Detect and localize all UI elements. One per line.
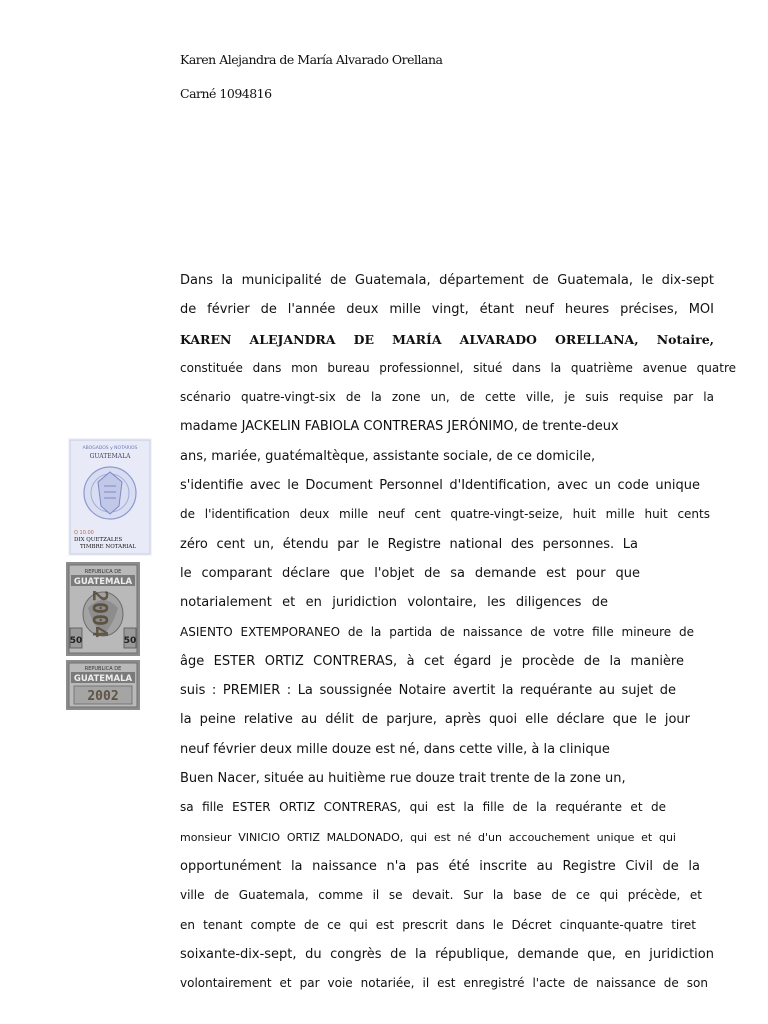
- text-line: de l'identification deux mille neuf cent quatre-vingt-seize, huit mille huit cents: [180, 507, 710, 522]
- text-line: en tenant compte de ce qui est prescrit dans le Décret cinquante-quatre tiret: [180, 917, 696, 932]
- notarial-stamp-country: GUATEMALA: [89, 453, 131, 460]
- text-line: s'identifie avec le Document Personnel d'Identification, avec un code unique: [180, 478, 700, 494]
- text-line: constituée dans mon bureau professionnel, situé dans la quatrième avenue quatre: [180, 360, 736, 375]
- text-line: scénario quatre-vingt-six de la zone un, de cette ville, je suis requise par la: [180, 390, 714, 405]
- text-line: ans, mariée, guatémaltèque, assistante sociale, de ce domicile,: [180, 448, 596, 464]
- notarial-stamp-image: [68, 438, 152, 556]
- fiscal-stamp-2004-country: GUATEMALA: [73, 577, 133, 587]
- text-line: la peine relative au délit de parjure, après quoi elle déclare que le jour: [180, 712, 690, 728]
- declaration-text: [180, 266, 736, 998]
- text-line: âge ESTER ORTIZ CONTRERAS, à cet égard je procède de la manière: [180, 653, 684, 669]
- text-line: sa fille ESTER ORTIZ CONTRERAS, qui est la fille de la requérante et de: [180, 800, 666, 815]
- fiscal-stamp-2004-denomination-right: 50: [123, 636, 137, 646]
- notarial-stamp: [68, 438, 152, 556]
- text-line: de février de l'année deux mille vingt, étant neuf heures précises, MOI: [180, 302, 714, 318]
- fiscal-stamp-2002-top-text: REPUBLICA DE: [84, 666, 122, 672]
- fiscal-stamp-2004: [66, 562, 140, 656]
- student-id: Carné 1094816: [180, 86, 272, 101]
- text-line: zéro cent un, étendu par le Registre national des personnes. La: [180, 536, 638, 552]
- text-line: le comparant déclare que l'objet de sa demande est pour que: [180, 565, 640, 581]
- text-line: ville de Guatemala, comme il se devait. Sur la base de ce qui précède, et: [180, 888, 702, 903]
- text-line: soixante-dix-sept, du congrès de la république, demande que, en juridiction: [180, 946, 714, 962]
- text-line: monsieur VINICIO ORTIZ MALDONADO, qui est né d'un accouchement unique et qui: [180, 830, 676, 844]
- text-line: neuf février deux mille douze est né, dans cette ville, à la clinique: [180, 741, 610, 757]
- text-line: volontairement et par voie notariée, il est enregistré l'acte de naissance de son: [180, 976, 708, 991]
- notarial-stamp-value: Q 10.00: [74, 530, 94, 536]
- fiscal-stamp-2002-country: GUATEMALA: [73, 674, 133, 684]
- fiscal-stamp-2004-denomination-left: 50: [69, 636, 83, 646]
- text-line: Buen Nacer, située au huitième rue douze trait trente de la zone un,: [180, 771, 626, 787]
- fiscal-stamp-2004-top-text: REPUBLICA DE: [84, 569, 122, 575]
- text-line: ASIENTO EXTEMPORANEO de la partida de naissance de votre fille mineure de: [180, 624, 694, 639]
- text-line: notarialement et en juridiction volontaire, les diligences de: [180, 595, 608, 611]
- text-line: opportunément la naissance n'a pas été inscrite au Registre Civil de la: [180, 858, 700, 874]
- notarial-stamp-top-text: ABOGADOS y NOTARIOS: [82, 446, 138, 451]
- fiscal-stamp-2002: [66, 660, 140, 710]
- fiscal-stamp-2002-image: [66, 660, 140, 710]
- notarial-stamp-caption-2: TIMBRE NOTARIAL: [80, 544, 137, 550]
- notary-name-line: KAREN ALEJANDRA DE MARÍA ALVARADO ORELLANA, Notaire,: [180, 331, 714, 347]
- fiscal-stamp-2004-overprint: 2004: [88, 589, 112, 639]
- text-line: madame JACKELIN FABIOLA CONTRERAS JERÓNIMO, de trente-deux: [180, 419, 619, 435]
- fiscal-stamp-2004-image: [66, 562, 140, 656]
- author-name: Karen Alejandra de María Alvarado Orellana: [180, 52, 443, 67]
- text-line: Dans la municipalité de Guatemala, département de Guatemala, le dix-sept: [180, 273, 714, 288]
- text-line: suis : PREMIER : La soussignée Notaire avertit la requérante au sujet de: [180, 683, 676, 699]
- fiscal-stamp-2002-overprint: 2002: [87, 689, 119, 704]
- notarial-stamp-caption-1: DIX QUETZALES: [74, 537, 123, 543]
